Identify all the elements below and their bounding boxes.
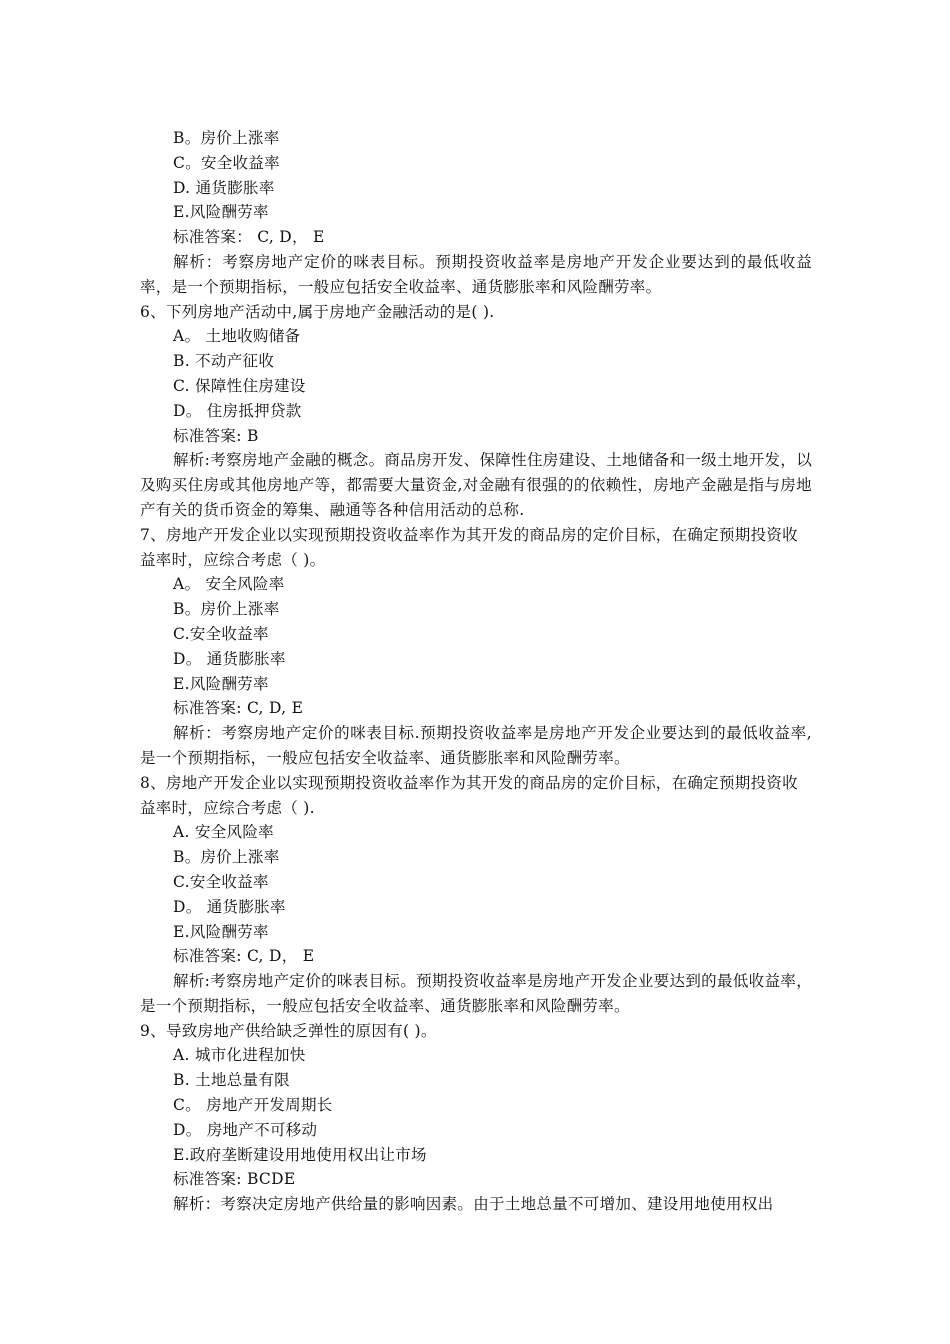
answer-option: C.安全收益率 [173, 624, 269, 643]
answer-option: B。房价上涨率 [173, 848, 280, 867]
answer-option: D。 通货膨胀率 [173, 649, 286, 668]
question-text: 8、房地产开发企业以实现预期投资收益率作为其开发的商品房的定价目标，在确定预期投资收益率时，应综合考虑（ ). [140, 773, 798, 817]
standard-answer: 标准答案: C, D, E [173, 699, 304, 718]
explanation-paragraph: 解析：考察房地产定价的咪表目标.预期投资收益率是房地产开发企业要达到的最低收益率,是一个预期指标，一般应包括安全收益率、通货膨胀率和风险酬劳率。 [140, 724, 812, 767]
answer-option: A. 安全风险率 [173, 823, 274, 842]
question-text: 6、下列房地产活动中,属于房地产金融活动的是( ). [140, 302, 495, 321]
explanation-paragraph: 解析：考察决定房地产供给量的影响因素。由于土地总量不可增加、建设用地使用权出 [173, 1195, 774, 1214]
question-text: 7、房地产开发企业以实现预期投资收益率作为其开发的商品房的定价目标，在确定预期投资收益率时，应综合考虑（ )。 [140, 525, 798, 569]
answer-option: B. 不动产征收 [173, 352, 275, 371]
explanation-paragraph: 解析:考察房地产金融的概念。商品房开发、保障性住房建设、土地储备和一级土地开发，以及购买住房或其他房地产等，都需要大量资金,对金融有很强的的依赖性，房地产金融是指与房地产有关的货币资金的筹集、融通等各种信用活动的总称. [140, 451, 812, 519]
answer-option: A。 土地收购储备 [173, 327, 301, 346]
answer-option: B。房价上涨率 [173, 129, 280, 147]
answer-option: D. 通货膨胀率 [173, 178, 275, 197]
answer-option: D。 通货膨胀率 [173, 897, 286, 916]
answer-option: E.风险酬劳率 [173, 674, 269, 693]
explanation-paragraph: 解析：考察房地产定价的咪表目标。预期投资收益率是房地产开发企业要达到的最低收益率，是一个预期指标，一般应包括安全收益率、通货膨胀率和风险酬劳率。 [140, 252, 812, 296]
answer-option: D。 住房抵押贷款 [173, 401, 302, 420]
answer-option: E.政府垄断建设用地使用权出让市场 [173, 1145, 427, 1164]
answer-option: D。 房地产不可移动 [173, 1120, 318, 1139]
answer-option: C. 保障性住房建设 [173, 376, 306, 395]
explanation-paragraph: 解析:考察房地产定价的咪表目标。预期投资收益率是房地产开发企业要达到的最低收益率，是一个预期指标，一般应包括安全收益率、通货膨胀率和风险酬劳率。 [140, 972, 812, 1015]
standard-answer: 标准答案: C, D， E [173, 947, 315, 966]
answer-option: E.风险酬劳率 [173, 203, 269, 222]
standard-answer: 标准答案： C, D， E [173, 228, 325, 247]
answer-option: B。房价上涨率 [173, 600, 280, 619]
answer-option: E.风险酬劳率 [173, 922, 269, 941]
question-text: 9、导致房地产供给缺乏弹性的原因有( )。 [140, 1021, 437, 1040]
answer-option: A. 城市化进程加快 [173, 1046, 306, 1065]
answer-option: C。 房地产开发周期长 [173, 1096, 333, 1115]
answer-option: B. 土地总量有限 [173, 1071, 290, 1090]
standard-answer: 标准答案: B [173, 426, 259, 445]
answer-option: A。 安全风险率 [173, 575, 285, 594]
standard-answer: 标准答案: BCDE [173, 1170, 296, 1189]
answer-option: C.安全收益率 [173, 872, 269, 891]
document-page [140, 126, 812, 1217]
answer-option: C。安全收益率 [173, 153, 280, 172]
